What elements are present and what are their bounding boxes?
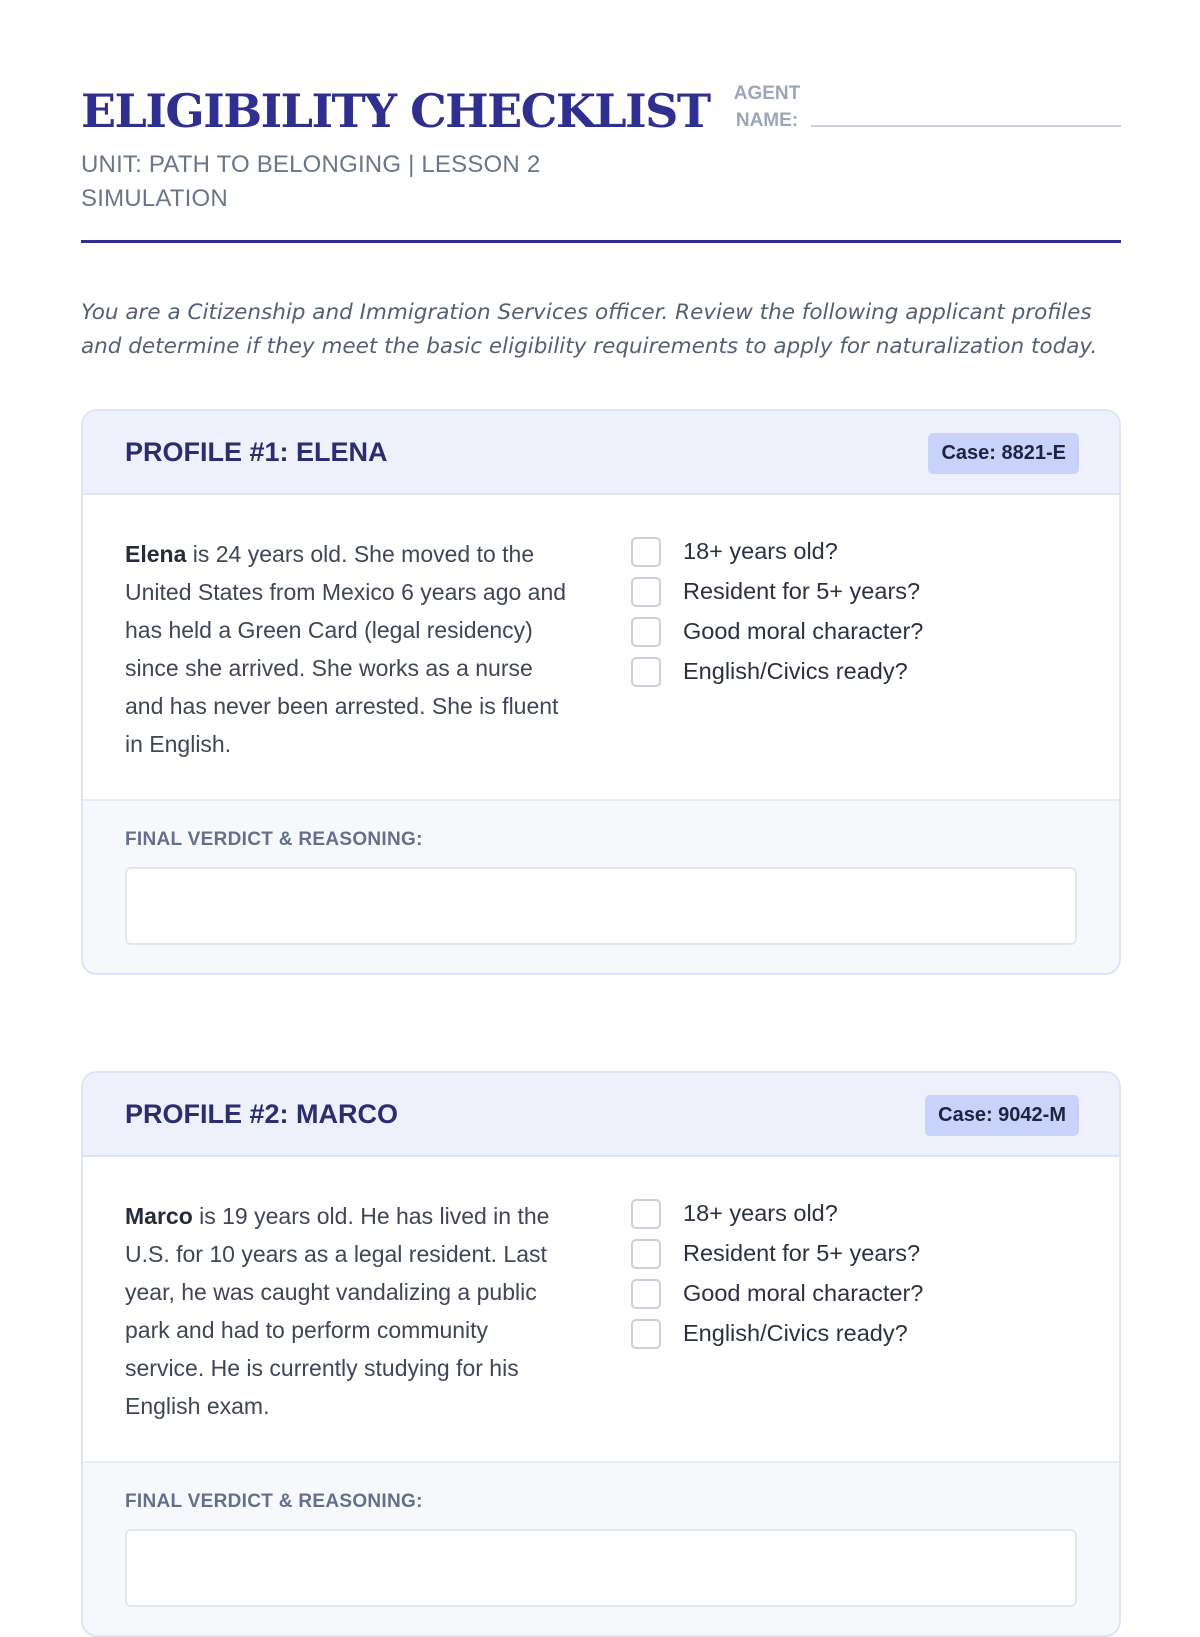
profile-description bbox=[125, 535, 570, 763]
checkbox[interactable] bbox=[631, 1239, 661, 1269]
checkbox[interactable] bbox=[631, 1279, 661, 1309]
checkbox[interactable] bbox=[631, 1199, 661, 1229]
profile-body bbox=[83, 1157, 1119, 1461]
verdict-input[interactable] bbox=[125, 867, 1077, 945]
page-header bbox=[81, 0, 1121, 245]
verdict-section bbox=[83, 799, 1119, 973]
page-title: ELIGIBILITY CHECKLIST bbox=[81, 84, 710, 138]
profile-card bbox=[81, 409, 1121, 975]
checkbox[interactable] bbox=[631, 657, 661, 687]
checkbox[interactable] bbox=[631, 1319, 661, 1349]
profile-header bbox=[83, 1073, 1119, 1157]
profile-body bbox=[83, 495, 1119, 799]
intro-text: You are a Citizenship and Immigration Services officer. Review the following applicant profiles and determine if they meet the basic eligibility requirements to apply for naturalization today. bbox=[81, 300, 1098, 359]
checklist-label: 18+ years old? bbox=[683, 1200, 838, 1226]
checklist-label: English/Civics ready? bbox=[683, 658, 908, 684]
verdict-input[interactable] bbox=[125, 1529, 1077, 1607]
profile-header bbox=[83, 411, 1119, 495]
eligibility-checklist bbox=[631, 535, 923, 695]
checkbox[interactable] bbox=[631, 537, 661, 567]
verdict-label: FINAL VERDICT & REASONING: bbox=[125, 829, 423, 850]
profile-title: PROFILE #1: ELENA bbox=[125, 437, 388, 467]
checklist-label: Resident for 5+ years? bbox=[683, 1240, 921, 1266]
profile-description bbox=[125, 1197, 570, 1425]
page-subtitle: UNIT: PATH TO BELONGING | LESSON 2 SIMULATION bbox=[81, 151, 541, 212]
checklist-label: Good moral character? bbox=[683, 1280, 924, 1306]
description-text: is 19 years old. He has lived in the U.S. for 10 years as a legal resident. Last year, he was caught vandalizing a public park and had to perform community service. He is currently studying for his English exam. bbox=[125, 1203, 550, 1419]
checklist-label: Good moral character? bbox=[683, 618, 924, 644]
checklist-label: English/Civics ready? bbox=[683, 1320, 908, 1346]
description-text: is 24 years old. She moved to the United States from Mexico 6 years ago and has held a Green Card (legal residency) since she arrived. She works as a nurse and has never been arrested. She is fluent in English. bbox=[125, 541, 567, 757]
checklist-label: Resident for 5+ years? bbox=[683, 578, 921, 604]
header-divider bbox=[81, 240, 1121, 243]
profile-title: PROFILE #2: MARCO bbox=[125, 1099, 399, 1129]
case-badge: Case: 9042-M bbox=[925, 1095, 1079, 1136]
agent-name-field[interactable] bbox=[811, 125, 1121, 127]
applicant-name: Marco bbox=[125, 1203, 193, 1229]
verdict-section bbox=[83, 1461, 1119, 1635]
case-badge: Case: 8821-E bbox=[928, 433, 1079, 474]
profile-card bbox=[81, 1071, 1121, 1637]
agent-name-label: AGENT NAME: bbox=[733, 83, 801, 131]
worksheet-page bbox=[81, 0, 1121, 1512]
checklist-label: 18+ years old? bbox=[683, 538, 838, 564]
checkbox[interactable] bbox=[631, 577, 661, 607]
checklist-item[interactable] bbox=[631, 648, 923, 695]
checklist-item[interactable] bbox=[631, 1310, 923, 1357]
verdict-label: FINAL VERDICT & REASONING: bbox=[125, 1491, 423, 1512]
eligibility-checklist bbox=[631, 1197, 923, 1357]
applicant-name: Elena bbox=[125, 541, 187, 567]
checkbox[interactable] bbox=[631, 617, 661, 647]
